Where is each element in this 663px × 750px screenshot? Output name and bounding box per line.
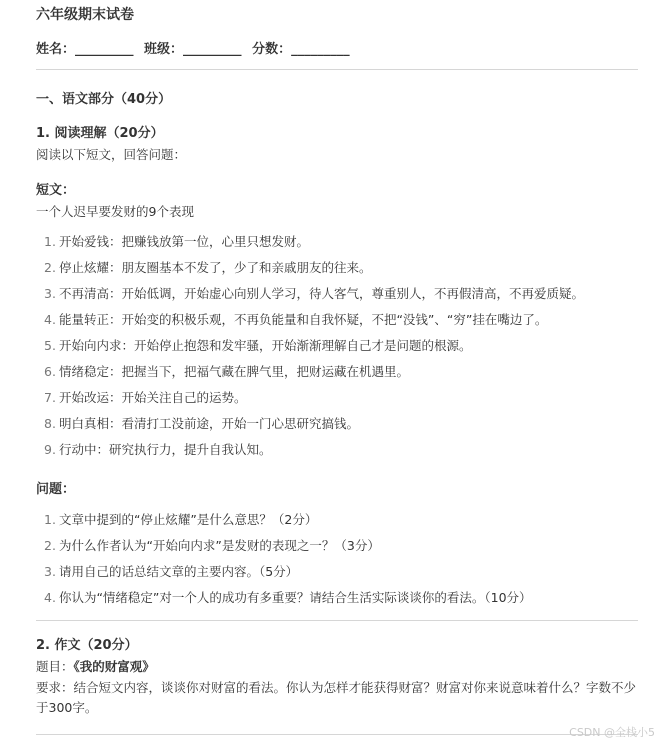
divider: [36, 734, 638, 735]
questions-list: [44, 507, 532, 611]
list-item: 1. 开始爱钱：把赚钱放第一位，心里只想发财。: [44, 234, 309, 249]
list-item: 9. 行动中：研究执行力，提升自我认知。: [44, 442, 272, 457]
divider: [36, 69, 638, 70]
passage-label: 短文：: [36, 183, 76, 198]
list-item: 2. 停止炫耀：朋友圈基本不发了，少了和亲戚朋友的往来。: [44, 260, 372, 275]
list-item: 5. 开始向内求：开始停止抱怨和发牢骚，开始渐渐理解自己才是问题的根源。: [44, 338, 472, 353]
list-item: 7. 开始改运：开始关注自己的运势。: [44, 390, 247, 405]
essay-topic: 题目：《我的财富观》: [36, 659, 155, 674]
list-item: 8. 明白真相：看清打工没前途，开始一门心思研究搞钱。: [44, 416, 359, 431]
essay-requirement: 要求：结合短文内容，谈谈你对财富的看法。你认为怎样才能获得财富？财富对你来说意味着什么？字数不少于300字。: [36, 680, 637, 715]
score-field: 分数：_________: [252, 42, 350, 57]
reading-title: 1. 阅读理解（20分）: [36, 126, 164, 141]
question-item: 1. 文章中提到的“停止炫耀”是什么意思？（2分）: [44, 512, 318, 527]
question-item: 3. 请用自己的话总结文章的主要内容。（5分）: [44, 564, 299, 579]
name-field: 姓名：_________: [36, 42, 134, 57]
essay-title: 2. 作文（20分）: [36, 638, 138, 653]
question-item: 4. 你认为“情绪稳定”对一个人的成功有多重要？请结合生活实际谈谈你的看法。（10分）: [44, 590, 532, 605]
list-item: 4. 能量转正：开始变的积极乐观，不再负能量和自我怀疑，不把“没钱”、“穷”挂在嘴边了。: [44, 312, 548, 327]
page-title: 六年级期末试卷: [36, 7, 134, 23]
list-item: 3. 不再清高：开始低调，开始虚心向别人学习，待人客气，尊重别人，不再假清高，不再爱质疑。: [44, 286, 584, 301]
passage-list: [44, 229, 584, 463]
passage-title: 一个人迟早要发财的9个表现: [36, 204, 194, 219]
divider: [36, 620, 638, 621]
class-field: 班级：_________: [144, 42, 242, 57]
section-title: 一、语文部分（40分）: [36, 92, 172, 107]
reading-instruction: 阅读以下短文，回答问题：: [36, 147, 187, 162]
student-info: [36, 38, 350, 57]
questions-label: 问题：: [36, 482, 76, 497]
question-item: 2. 为什么作者认为“开始向内求”是发财的表现之一？（3分）: [44, 538, 380, 553]
watermark: CSDN @全栈小5: [569, 726, 655, 739]
list-item: 6. 情绪稳定：把握当下，把福气藏在脾气里，把财运藏在机遇里。: [44, 364, 409, 379]
